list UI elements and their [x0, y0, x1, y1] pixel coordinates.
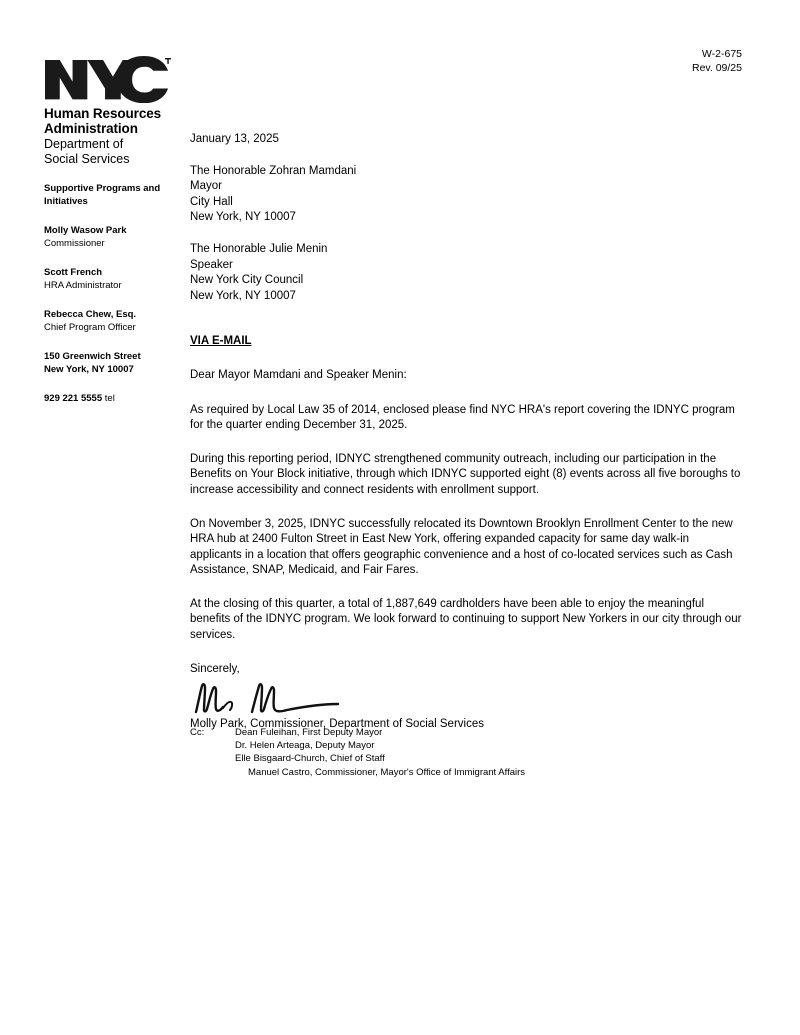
- form-revision: Rev. 09/25: [691, 62, 742, 74]
- salutation: Dear Mayor Mamdani and Speaker Menin:: [190, 368, 407, 381]
- delivery-method: VIA E-MAIL: [190, 335, 252, 348]
- letterhead: [44, 56, 184, 406]
- division-name: Supportive Programs and Initiatives: [44, 183, 161, 207]
- recipient-block-mayor: The Honorable Zohran Mamdani Mayor City Hall New York, NY 10007: [190, 164, 357, 224]
- paragraph-4: At the closing of this quarter, a total of 1,887,649 cardholders have been able to enjoy the meaningful benefits of the IDNYC program. We look forward to continuing to support New Yorkers in our city through our services.: [190, 597, 742, 642]
- closing: Sincerely,: [190, 662, 240, 675]
- staff-entry-commissioner: Molly Wasow Park Commissioner: [44, 225, 127, 249]
- staff-entry-program-officer: Rebecca Chew, Esq. Chief Program Officer: [44, 309, 137, 333]
- cc-recipient: Dr. Helen Arteaga, Deputy Mayor: [235, 740, 375, 752]
- agency-name: Human Resources Administration: [44, 106, 162, 136]
- nyc-logo-icon: [44, 56, 172, 103]
- delivery-method-wrap: [190, 320, 742, 368]
- department-name: Department of Social Services: [44, 137, 130, 166]
- form-meta: [692, 47, 742, 75]
- paragraph-3: On November 3, 2025, IDNYC successfully relocated its Downtown Brooklyn Enrollment Center to the new HRA hub at 2400 Fulton Street in East New York, offering expanded capacity for same day walk-in applicants in a location that offers geographic convenience and a host of co-located services such as Cash Assistance, SNAP, Medicaid, and Fair Fares.: [190, 517, 733, 577]
- phone-label: tel: [104, 393, 115, 405]
- signature-image: [192, 679, 742, 717]
- cc-block: [190, 726, 525, 779]
- letter-date: January 13, 2025: [190, 133, 279, 145]
- form-number: W-2-675: [701, 48, 742, 60]
- letterhead-address: 150 Greenwich Street New York, NY 10007: [44, 351, 141, 375]
- letter-body: [190, 132, 742, 733]
- letterhead-phone: [44, 393, 184, 406]
- phone-number: 929 221 5555: [44, 393, 103, 405]
- cc-recipient-list: [235, 726, 525, 779]
- staff-entry-administrator: Scott French HRA Administrator: [44, 267, 122, 291]
- cc-recipient: Manuel Castro, Commissioner, Mayor's Office of Immigrant Affairs: [248, 766, 526, 778]
- signer-name-title: Molly Park, Commissioner, Department of Social Services: [190, 718, 484, 731]
- cc-recipient: Elle Bisgaard-Church, Chief of Staff: [235, 753, 385, 765]
- handwritten-signature-icon: [192, 679, 372, 719]
- cc-recipient: Dean Fuleihan, First Deputy Mayor: [235, 727, 383, 738]
- paragraph-2: During this reporting period, IDNYC strengthened community outreach, including our participation in the Benefits on Your Block initiative, through which IDNYC supported eight (8) events across all five boroughs to increase accessibility and connect residents with enrollment support.: [190, 452, 741, 496]
- paragraph-1: As required by Local Law 35 of 2014, enclosed please find NYC HRA's report covering the IDNYC program for the quarter ending December 31, 2025.: [190, 403, 735, 432]
- cc-label: Cc:: [190, 727, 205, 738]
- recipient-block-speaker: The Honorable Julie Menin Speaker New York City Council New York, NY 10007: [190, 242, 328, 302]
